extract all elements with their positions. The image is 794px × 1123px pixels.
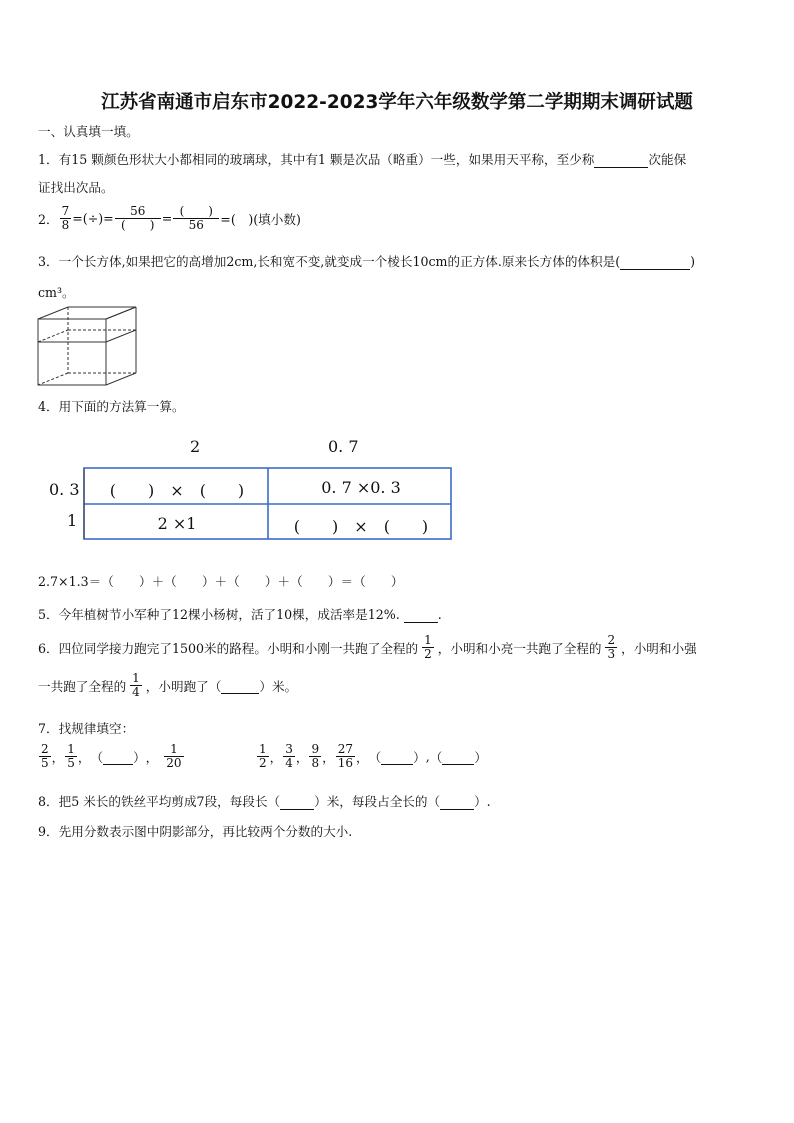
q7-comma: ， xyxy=(51,750,65,765)
q3-unit: cm³。 xyxy=(38,285,75,300)
q7-comma: ， xyxy=(322,750,335,765)
row-header-0.3: 0. 3 xyxy=(49,480,80,499)
q6-text-c: ，小明和小强 xyxy=(621,641,697,656)
q7-s2-frac-1 xyxy=(257,743,269,770)
cuboid-edge xyxy=(106,373,136,385)
q2-f1-num: 7 xyxy=(61,204,70,218)
q7-comma: ， xyxy=(355,750,369,765)
q7-s1-frac-1 xyxy=(39,743,51,770)
col-header-0.7: 0. 7 xyxy=(328,437,359,456)
q6-fraction-2 xyxy=(605,634,617,661)
cuboid-figure xyxy=(36,305,140,387)
q7-comma: ， xyxy=(145,750,159,765)
q7-s2-f4-den: 16 xyxy=(337,756,353,770)
page-title: 江苏省南通市启东市2022-2023学年六年级数学第二学期期末调研试题 xyxy=(101,92,693,113)
q2-f3-num[interactable]: ( ) xyxy=(179,204,213,218)
question-5 xyxy=(38,604,442,623)
q1-answer-blank[interactable] xyxy=(594,152,648,168)
q6-answer-blank[interactable] xyxy=(221,678,259,694)
q1-text-end: 次能保 xyxy=(648,152,687,167)
q7-s2-f3-den: 8 xyxy=(311,756,320,770)
q2-fraction-1 xyxy=(60,205,72,232)
q7-s1-f1-num: 2 xyxy=(41,742,49,756)
q7-close: ） xyxy=(133,750,146,765)
q5-answer-blank[interactable] xyxy=(404,607,438,623)
question-9: 9．先用分数表示图中阴影部分，再比较两个分数的大小. xyxy=(38,824,353,839)
q7-sep: , xyxy=(425,749,430,764)
question-7: 7．找规律填空： xyxy=(38,721,135,736)
q7-open: （ xyxy=(429,750,443,765)
q2-fraction-2 xyxy=(115,205,161,232)
question-2 xyxy=(38,205,301,232)
q7-open: （ xyxy=(90,750,104,765)
question-3 xyxy=(38,251,695,270)
q7-s2-blank-1[interactable] xyxy=(381,749,413,765)
q7-s1-f3-den: 20 xyxy=(166,756,182,770)
question-4: 4．用下面的方法算一算。 xyxy=(38,399,185,414)
q2-eq2: = xyxy=(161,211,173,226)
q7-s2-frac-2 xyxy=(283,743,295,770)
q7-comma: ， xyxy=(269,750,283,765)
col-header-2: 2 xyxy=(190,437,201,456)
q6-text-f: ）米。 xyxy=(259,679,298,694)
grid-cell-1-1[interactable]: ( ) × ( ) xyxy=(109,481,245,500)
section-heading: 一、认真填一填。 xyxy=(38,124,139,139)
question-6 xyxy=(38,634,697,661)
q2-f3-den: 56 xyxy=(173,218,219,232)
q7-s2-f1-num: 1 xyxy=(259,742,267,756)
q8-text-b: ）米，每段占全长的（ xyxy=(314,794,441,809)
q7-s2-f2-num: 3 xyxy=(285,742,293,756)
q7-s1-f2-den: 5 xyxy=(67,756,75,770)
q2-f2-num: 56 xyxy=(130,204,146,218)
cuboid-edge xyxy=(106,307,136,319)
q7-s1-f3-num: 1 xyxy=(170,742,178,756)
q6-f2-num: 2 xyxy=(607,633,616,647)
q6-f1-num: 1 xyxy=(424,633,432,647)
q6-f2-den: 3 xyxy=(607,647,616,661)
q7-end: ） xyxy=(474,750,487,765)
q5-text: 5．今年植树节小军种了12棵小杨树，活了10棵，成活率是12%. xyxy=(38,607,400,622)
q7-s1-frac-3 xyxy=(164,743,183,770)
cuboid-cut-line xyxy=(106,330,136,342)
q6-fraction-1 xyxy=(422,634,434,661)
q2-fraction-3 xyxy=(173,205,219,232)
q6-text-b: ，小明和小亮一共跑了全程的 xyxy=(437,641,602,656)
q3-answer-blank[interactable] xyxy=(620,254,690,270)
q6-f3-den: 4 xyxy=(132,685,140,699)
q2-f2-den[interactable]: ( ) xyxy=(115,218,161,232)
cuboid-hidden-edge xyxy=(38,330,68,342)
q7-open: （ xyxy=(368,750,382,765)
q7-s1-f1-den: 5 xyxy=(41,756,49,770)
row-header-1: 1 xyxy=(67,511,78,530)
q7-comma: ， xyxy=(295,750,309,765)
q8-blank-1[interactable] xyxy=(280,794,314,810)
q7-s2-frac-4 xyxy=(336,743,355,770)
cuboid-hidden-edge xyxy=(38,373,68,385)
q2-number: 2． xyxy=(38,212,59,227)
q8-blank-2[interactable] xyxy=(440,794,474,810)
q6-fraction-3 xyxy=(130,672,142,699)
q1-continuation: 证找出次品。 xyxy=(38,180,114,195)
grid-cell-2-1: 2 ×1 xyxy=(157,514,197,533)
q7-sequence-2 xyxy=(256,743,487,770)
q8-text-a: 8．把5 米长的铁丝平均剪成7段，每段长（ xyxy=(38,794,281,809)
q7-s1-f2-num: 1 xyxy=(67,742,75,756)
q5-end: . xyxy=(437,607,442,622)
q7-s1-blank[interactable] xyxy=(103,749,133,765)
q7-s1-frac-2 xyxy=(65,743,77,770)
q7-sequence-1 xyxy=(38,743,185,770)
q4-expression[interactable]: 2.7×1.3＝（ ）＋（ ）＋（ ）＋（ ）＝（ ） xyxy=(38,574,404,589)
q3-close: ) xyxy=(690,254,696,269)
q2-eq1: =(÷)= xyxy=(72,211,114,226)
q7-comma: ， xyxy=(77,750,91,765)
q2-f1-den: 8 xyxy=(61,218,70,232)
q2-eq3: =( )(填小数) xyxy=(220,212,301,227)
q6-f1-den: 2 xyxy=(424,647,432,661)
q8-text-c: ）. xyxy=(474,794,491,809)
q7-close: ） xyxy=(413,750,426,765)
q7-s2-f3-num: 9 xyxy=(311,742,320,756)
grid-cell-2-2[interactable]: ( ) × ( ) xyxy=(293,517,429,536)
q7-s2-f2-den: 4 xyxy=(285,756,293,770)
question-8 xyxy=(38,791,491,810)
question-1 xyxy=(38,149,686,168)
grid-cell-1-2: 0. 7 ×0. 3 xyxy=(321,478,401,497)
q6-continuation xyxy=(38,672,297,699)
cuboid-front-face xyxy=(38,319,106,385)
q7-s2-f4-num: 27 xyxy=(337,742,353,756)
q6-text-d: 一共跑了全程的 xyxy=(38,679,127,694)
q7-s2-f1-den: 2 xyxy=(259,756,267,770)
q3-text: 3．一个长方体,如果把它的高增加2cm,长和宽不变,就变成一个棱长10cm的正方体.原来长方体的体积是( xyxy=(38,254,621,269)
q6-text-a: 6．四位同学接力跑完了1500米的路程。小明和小刚一共跑了全程的 xyxy=(38,641,419,656)
q6-text-e: ，小明跑了（ xyxy=(145,679,222,694)
q1-text: 1．有15 颗颜色形状大小都相同的玻璃球，其中有1 颗是次品（略重）一些，如果用天平称，至少称 xyxy=(38,152,595,167)
q7-s2-blank-2[interactable] xyxy=(442,749,474,765)
q6-f3-num: 1 xyxy=(132,671,140,685)
q7-s2-frac-3 xyxy=(309,743,321,770)
